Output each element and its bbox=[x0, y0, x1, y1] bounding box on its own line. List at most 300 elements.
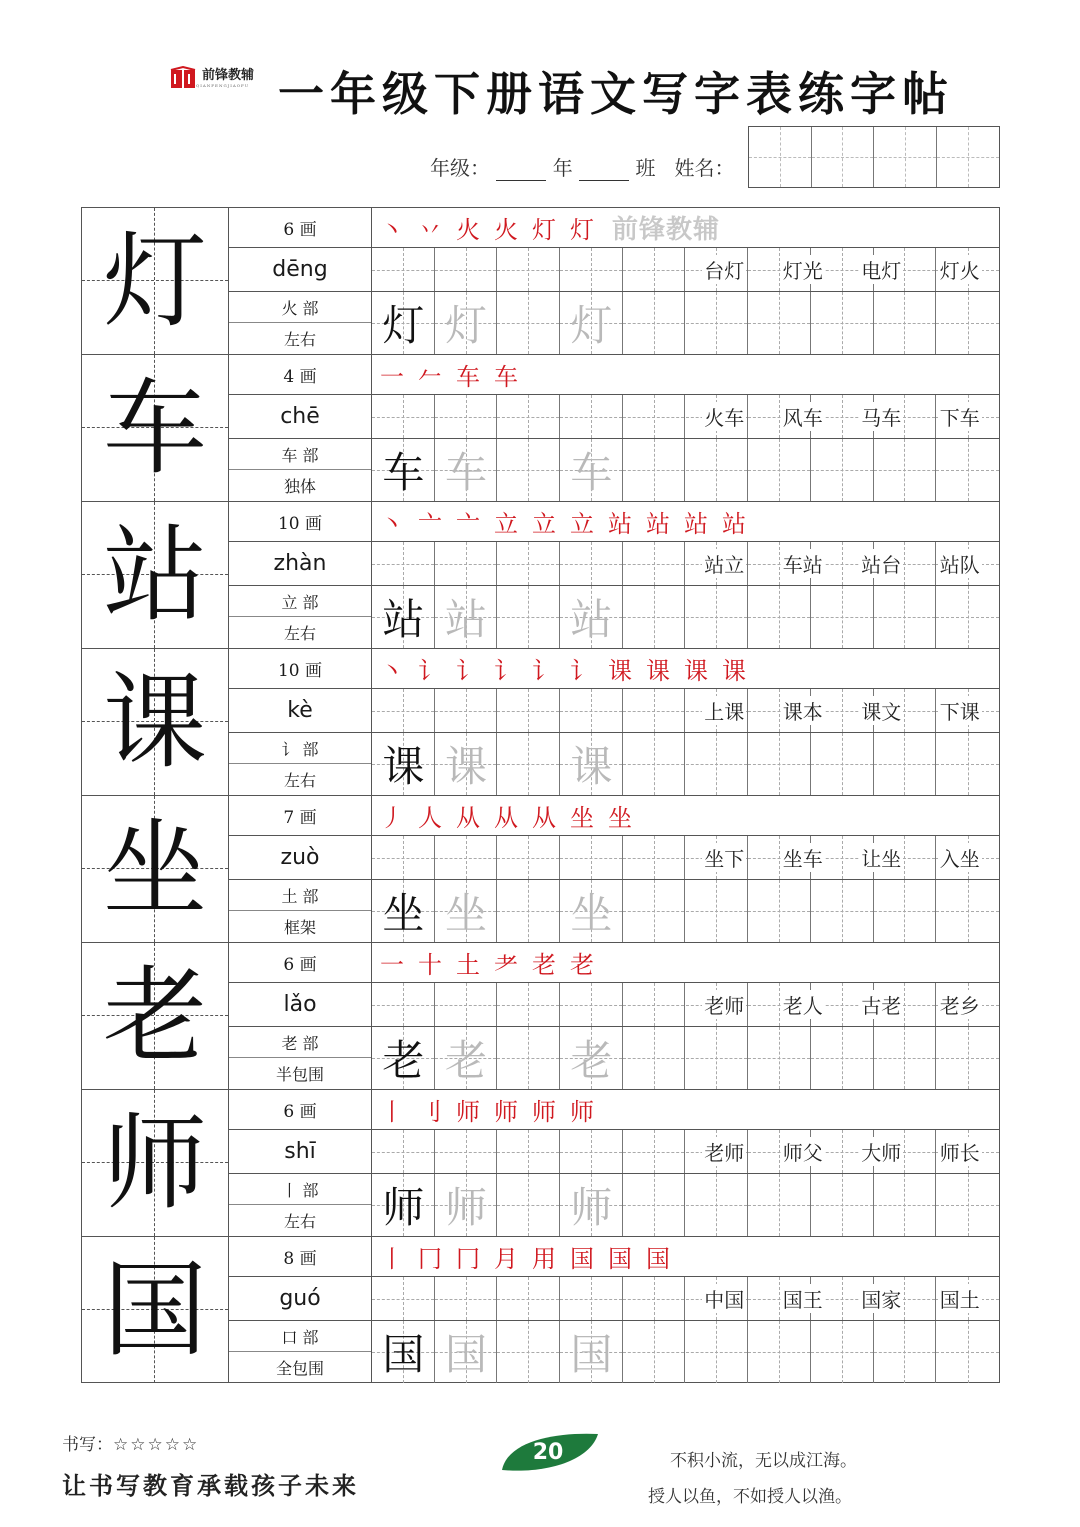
practice-cell[interactable] bbox=[686, 880, 749, 942]
stroke-order bbox=[372, 502, 999, 542]
practice-cell[interactable] bbox=[811, 439, 874, 501]
stroke-step: 站 bbox=[608, 510, 632, 538]
example-word: 国家 bbox=[859, 1284, 903, 1313]
trace-char: 国 bbox=[570, 1330, 613, 1379]
practice-grid bbox=[372, 880, 999, 942]
character-row bbox=[82, 1090, 999, 1237]
words-grid bbox=[372, 1130, 999, 1174]
stroke-count: 4 画 bbox=[229, 355, 371, 395]
model-character: 站 bbox=[102, 514, 207, 636]
example-word: 大师 bbox=[859, 1137, 903, 1166]
writing-cell[interactable] bbox=[372, 248, 435, 291]
trace-char: 灯 bbox=[445, 301, 488, 350]
writing-cell[interactable] bbox=[623, 836, 686, 879]
word-list bbox=[685, 1130, 999, 1173]
trace-char: 站 bbox=[570, 595, 613, 644]
stroke-step: 坐 bbox=[608, 804, 632, 832]
stroke-step: 耂 bbox=[494, 951, 518, 979]
character-row bbox=[82, 943, 999, 1090]
practice-cell[interactable] bbox=[497, 1174, 560, 1236]
practice-cell[interactable] bbox=[874, 880, 937, 942]
model-character: 坐 bbox=[102, 808, 207, 930]
practice-cell[interactable] bbox=[686, 439, 749, 501]
writing-cell[interactable] bbox=[623, 542, 686, 585]
practice-cell[interactable] bbox=[686, 1321, 749, 1383]
example-word: 古老 bbox=[859, 990, 903, 1019]
practice-grid bbox=[372, 1174, 999, 1236]
trace-char: 车 bbox=[570, 448, 613, 497]
radical: 丨 部 bbox=[229, 1174, 371, 1205]
stroke-step: 国 bbox=[570, 1245, 594, 1273]
model-character: 国 bbox=[102, 1249, 207, 1371]
writing-cell[interactable] bbox=[623, 689, 686, 732]
stroke-step: 用 bbox=[532, 1245, 556, 1273]
writing-cell[interactable] bbox=[497, 1277, 560, 1320]
page-title: 一年级下册语文写字表练字帖 bbox=[278, 67, 954, 121]
writing-cell[interactable] bbox=[560, 248, 623, 291]
brand-logo bbox=[170, 66, 254, 90]
character-row bbox=[82, 796, 999, 943]
words-grid bbox=[372, 1277, 999, 1321]
example-word: 老乡 bbox=[938, 990, 982, 1019]
stroke-step: 国 bbox=[608, 1245, 632, 1273]
practice-cell[interactable] bbox=[811, 880, 874, 942]
stroke-step: 亠 bbox=[456, 510, 480, 538]
example-word: 风车 bbox=[781, 402, 825, 431]
name-cell[interactable] bbox=[937, 127, 1000, 187]
writing-label: 书写： bbox=[62, 1435, 113, 1455]
character-row bbox=[82, 355, 999, 502]
page-number-badge bbox=[498, 1430, 600, 1474]
practice-cell[interactable] bbox=[936, 733, 999, 795]
writing-cell[interactable] bbox=[623, 1130, 686, 1173]
star-rating[interactable]: ☆☆☆☆☆ bbox=[113, 1435, 200, 1455]
writing-cell[interactable] bbox=[497, 542, 560, 585]
writing-cell[interactable] bbox=[623, 983, 686, 1026]
pinyin: zhàn bbox=[229, 542, 371, 586]
stroke-count: 6 画 bbox=[229, 1090, 371, 1130]
practice-cell[interactable] bbox=[748, 1174, 811, 1236]
practice-cell[interactable] bbox=[623, 292, 686, 354]
stroke-count: 6 画 bbox=[229, 943, 371, 983]
practice-cell[interactable] bbox=[811, 292, 874, 354]
practice-cell[interactable] bbox=[874, 1321, 937, 1383]
stroke-step: 站 bbox=[684, 510, 708, 538]
practice-char: 坐 bbox=[382, 889, 425, 938]
stroke-step: 土 bbox=[456, 951, 480, 979]
model-character-cell bbox=[82, 1237, 229, 1383]
writing-cell[interactable] bbox=[435, 1130, 498, 1173]
practice-cell[interactable] bbox=[623, 733, 686, 795]
stroke-step: 课 bbox=[684, 657, 708, 685]
stroke-step: 车 bbox=[494, 363, 518, 391]
practice-grid bbox=[372, 292, 999, 354]
writing-cell[interactable] bbox=[372, 983, 435, 1026]
practice-cell[interactable] bbox=[686, 292, 749, 354]
stroke-step: 师 bbox=[456, 1098, 480, 1126]
example-word: 让坐 bbox=[859, 843, 903, 872]
grade-blank[interactable] bbox=[496, 160, 546, 181]
word-list bbox=[685, 836, 999, 879]
character-row bbox=[82, 208, 999, 355]
stroke-step: 课 bbox=[646, 657, 670, 685]
writing-cell[interactable] bbox=[497, 836, 560, 879]
trace-char: 车 bbox=[445, 448, 488, 497]
trace-char: 老 bbox=[445, 1036, 488, 1085]
writing-cell[interactable] bbox=[435, 689, 498, 732]
example-word: 上课 bbox=[702, 696, 746, 725]
slogan: 让书写教育承载孩子未来 bbox=[62, 1471, 359, 1500]
structure: 左右 bbox=[283, 1212, 316, 1231]
example-word: 坐下 bbox=[702, 843, 746, 872]
grade-label: 年级： bbox=[430, 156, 490, 180]
practice-cell[interactable] bbox=[686, 1174, 749, 1236]
radical: 土 部 bbox=[229, 880, 371, 911]
character-row bbox=[82, 649, 999, 796]
writing-cell[interactable] bbox=[372, 836, 435, 879]
stroke-step: 灯 bbox=[532, 216, 556, 244]
example-word: 灯光 bbox=[781, 255, 825, 284]
stroke-step: 𠂉 bbox=[418, 363, 442, 391]
pinyin: chē bbox=[229, 395, 371, 439]
example-word: 下课 bbox=[938, 696, 982, 725]
writing-cell[interactable] bbox=[497, 1130, 560, 1173]
practice-cell[interactable] bbox=[811, 1321, 874, 1383]
stroke-step: 人 bbox=[418, 804, 442, 832]
word-list bbox=[685, 248, 999, 291]
practice-cell[interactable] bbox=[623, 1321, 686, 1383]
model-character: 老 bbox=[102, 955, 207, 1077]
practice-grid bbox=[372, 1027, 999, 1089]
stroke-order bbox=[372, 1237, 999, 1277]
practice-cell[interactable] bbox=[748, 292, 811, 354]
stroke-step: 十 bbox=[418, 951, 442, 979]
practice-cell[interactable] bbox=[874, 292, 937, 354]
practice-cell[interactable] bbox=[623, 880, 686, 942]
writing-cell[interactable] bbox=[497, 395, 560, 438]
practice-cell[interactable] bbox=[936, 586, 999, 648]
writing-cell[interactable] bbox=[435, 542, 498, 585]
stroke-step: 丶 bbox=[380, 657, 404, 685]
practice-cell[interactable] bbox=[623, 586, 686, 648]
practice-cell[interactable] bbox=[936, 880, 999, 942]
writing-cell[interactable] bbox=[435, 836, 498, 879]
stroke-step: 冂 bbox=[456, 1245, 480, 1273]
structure: 左右 bbox=[283, 771, 316, 790]
stroke-step: 从 bbox=[456, 804, 480, 832]
example-word: 马车 bbox=[859, 402, 903, 431]
stroke-step: 立 bbox=[570, 510, 594, 538]
writing-cell[interactable] bbox=[372, 395, 435, 438]
writing-cell[interactable] bbox=[435, 248, 498, 291]
practice-cell[interactable] bbox=[811, 1027, 874, 1089]
watermark: 前锋教辅 bbox=[612, 215, 721, 245]
page-number: 20 bbox=[532, 1439, 564, 1465]
stroke-count: 10 画 bbox=[229, 649, 371, 689]
writing-cell[interactable] bbox=[560, 395, 623, 438]
practice-cell[interactable] bbox=[497, 586, 560, 648]
practice-cell[interactable] bbox=[874, 733, 937, 795]
example-word: 中国 bbox=[702, 1284, 746, 1313]
example-word: 师父 bbox=[781, 1137, 825, 1166]
writing-cell[interactable] bbox=[372, 542, 435, 585]
name-cell[interactable] bbox=[749, 127, 812, 187]
example-word: 站台 bbox=[859, 549, 903, 578]
pinyin: shī bbox=[229, 1130, 371, 1174]
name-box[interactable] bbox=[748, 126, 1000, 188]
student-info-line bbox=[430, 152, 735, 181]
model-character-cell bbox=[82, 1090, 229, 1236]
writing-cell[interactable] bbox=[372, 1130, 435, 1173]
practice-cell[interactable] bbox=[623, 1174, 686, 1236]
practice-cell[interactable] bbox=[811, 1174, 874, 1236]
practice-cell[interactable] bbox=[874, 1174, 937, 1236]
trace-char: 课 bbox=[570, 742, 613, 791]
practice-char: 灯 bbox=[382, 301, 425, 350]
word-list bbox=[685, 1277, 999, 1320]
trace-char: 老 bbox=[570, 1036, 613, 1085]
structure: 框架 bbox=[283, 918, 316, 937]
stroke-count: 8 画 bbox=[229, 1237, 371, 1277]
stroke-order bbox=[372, 649, 999, 689]
writing-rating bbox=[62, 1430, 199, 1455]
stroke-step: 刂 bbox=[418, 1098, 442, 1126]
character-info bbox=[229, 943, 372, 1089]
model-character-cell bbox=[82, 796, 229, 942]
stroke-step: 车 bbox=[456, 363, 480, 391]
stroke-step: 师 bbox=[570, 1098, 594, 1126]
example-word: 入坐 bbox=[938, 843, 982, 872]
words-grid bbox=[372, 248, 999, 292]
practice-char: 老 bbox=[382, 1036, 425, 1085]
name-cell[interactable] bbox=[812, 127, 875, 187]
practice-cell[interactable] bbox=[497, 1027, 560, 1089]
model-character: 车 bbox=[102, 367, 207, 489]
example-word: 课文 bbox=[859, 696, 903, 725]
practice-cell[interactable] bbox=[497, 292, 560, 354]
writing-cell[interactable] bbox=[435, 395, 498, 438]
stroke-step: 冂 bbox=[418, 1245, 442, 1273]
stroke-step: 讠 bbox=[456, 657, 480, 685]
writing-cell[interactable] bbox=[372, 689, 435, 732]
practice-cell[interactable] bbox=[748, 1027, 811, 1089]
practice-cell[interactable] bbox=[748, 1321, 811, 1383]
writing-cell[interactable] bbox=[372, 1277, 435, 1320]
stroke-step: 从 bbox=[532, 804, 556, 832]
pinyin: dēng bbox=[229, 248, 371, 292]
word-list bbox=[685, 542, 999, 585]
stroke-step: 从 bbox=[494, 804, 518, 832]
example-word: 坐车 bbox=[781, 843, 825, 872]
example-word: 国土 bbox=[938, 1284, 982, 1313]
pinyin: zuò bbox=[229, 836, 371, 880]
example-word: 站队 bbox=[938, 549, 982, 578]
writing-cell[interactable] bbox=[497, 983, 560, 1026]
practice-cell[interactable] bbox=[936, 1321, 999, 1383]
practice-cell[interactable] bbox=[811, 586, 874, 648]
stroke-order bbox=[372, 1090, 999, 1130]
practice-cell[interactable] bbox=[686, 1027, 749, 1089]
practice-char: 车 bbox=[382, 448, 425, 497]
writing-cell[interactable] bbox=[560, 542, 623, 585]
stroke-step: 灯 bbox=[570, 216, 594, 244]
stroke-step: 站 bbox=[646, 510, 670, 538]
practice-cell[interactable] bbox=[686, 733, 749, 795]
writing-cell[interactable] bbox=[560, 983, 623, 1026]
practice-cell[interactable] bbox=[936, 292, 999, 354]
stroke-step: 丨 bbox=[380, 1245, 404, 1273]
trace-char: 国 bbox=[445, 1330, 488, 1379]
word-list bbox=[685, 395, 999, 438]
stroke-step: 课 bbox=[608, 657, 632, 685]
character-info bbox=[229, 796, 372, 942]
model-character: 课 bbox=[102, 661, 207, 783]
model-character-cell bbox=[82, 649, 229, 795]
words-grid bbox=[372, 689, 999, 733]
practice-cell[interactable] bbox=[874, 1027, 937, 1089]
stroke-step: 亠 bbox=[418, 510, 442, 538]
year-label: 年 bbox=[552, 156, 573, 180]
practice-grid bbox=[372, 586, 999, 648]
stroke-step: 月 bbox=[494, 1245, 518, 1273]
radical: 老 部 bbox=[229, 1027, 371, 1058]
radical: 立 部 bbox=[229, 586, 371, 617]
character-info bbox=[229, 355, 372, 501]
example-word: 师长 bbox=[938, 1137, 982, 1166]
practice-cell[interactable] bbox=[811, 733, 874, 795]
stroke-step: 坐 bbox=[570, 804, 594, 832]
practice-cell[interactable] bbox=[936, 1027, 999, 1089]
stroke-step: 师 bbox=[494, 1098, 518, 1126]
structure: 左右 bbox=[283, 330, 316, 349]
practice-char: 师 bbox=[382, 1183, 425, 1232]
example-word: 车站 bbox=[781, 549, 825, 578]
practice-cell[interactable] bbox=[748, 733, 811, 795]
example-word: 国王 bbox=[781, 1284, 825, 1313]
writing-cell[interactable] bbox=[497, 689, 560, 732]
practice-cell[interactable] bbox=[623, 439, 686, 501]
practice-cell[interactable] bbox=[497, 1321, 560, 1383]
stroke-step: 老 bbox=[532, 951, 556, 979]
radical: 车 部 bbox=[229, 439, 371, 470]
stroke-step: 讠 bbox=[418, 657, 442, 685]
practice-cell[interactable] bbox=[686, 586, 749, 648]
stroke-count: 6 画 bbox=[229, 208, 371, 248]
words-grid bbox=[372, 395, 999, 439]
example-word: 课本 bbox=[781, 696, 825, 725]
writing-cell[interactable] bbox=[623, 248, 686, 291]
practice-cell[interactable] bbox=[936, 439, 999, 501]
practice-cell[interactable] bbox=[936, 1174, 999, 1236]
writing-cell[interactable] bbox=[560, 689, 623, 732]
stroke-step: 讠 bbox=[570, 657, 594, 685]
radical: 口 部 bbox=[229, 1321, 371, 1352]
practice-char: 站 bbox=[382, 595, 425, 644]
model-character: 师 bbox=[102, 1102, 207, 1224]
book-logo-icon bbox=[170, 66, 196, 90]
pinyin: lǎo bbox=[229, 983, 371, 1027]
trace-char: 课 bbox=[445, 742, 488, 791]
words-grid bbox=[372, 542, 999, 586]
practice-cell[interactable] bbox=[623, 1027, 686, 1089]
character-info bbox=[229, 502, 372, 648]
trace-char: 坐 bbox=[445, 889, 488, 938]
practice-grid bbox=[372, 1321, 999, 1383]
practice-cell[interactable] bbox=[497, 439, 560, 501]
structure: 全包围 bbox=[275, 1359, 324, 1378]
stroke-step: 火 bbox=[456, 216, 480, 244]
example-word: 老师 bbox=[702, 990, 746, 1019]
character-row bbox=[82, 1237, 999, 1384]
writing-cell[interactable] bbox=[560, 836, 623, 879]
practice-cell[interactable] bbox=[874, 439, 937, 501]
model-character-cell bbox=[82, 355, 229, 501]
stroke-order bbox=[372, 208, 999, 248]
model-character-cell bbox=[82, 943, 229, 1089]
name-cell[interactable] bbox=[874, 127, 937, 187]
word-list bbox=[685, 689, 999, 732]
practice-cell[interactable] bbox=[748, 880, 811, 942]
example-word: 站立 bbox=[702, 549, 746, 578]
stroke-step: 丶 bbox=[380, 216, 404, 244]
model-character: 灯 bbox=[102, 220, 207, 342]
example-word: 火车 bbox=[702, 402, 746, 431]
structure: 半包围 bbox=[275, 1065, 324, 1084]
example-word: 老人 bbox=[781, 990, 825, 1019]
example-word: 下车 bbox=[938, 402, 982, 431]
stroke-step: 丨 bbox=[380, 1098, 404, 1126]
page-header bbox=[0, 0, 1080, 200]
practice-grid bbox=[372, 733, 999, 795]
class-label: 班 bbox=[635, 156, 656, 180]
writing-cell[interactable] bbox=[623, 395, 686, 438]
writing-cell[interactable] bbox=[435, 983, 498, 1026]
stroke-step: 丿 bbox=[380, 804, 404, 832]
stroke-step: 站 bbox=[722, 510, 746, 538]
stroke-step: 丷 bbox=[418, 216, 442, 244]
writing-cell[interactable] bbox=[560, 1130, 623, 1173]
practice-cell[interactable] bbox=[497, 880, 560, 942]
stroke-step: 国 bbox=[646, 1245, 670, 1273]
character-row bbox=[82, 502, 999, 649]
model-character-cell bbox=[82, 208, 229, 354]
class-blank[interactable] bbox=[579, 160, 629, 181]
example-word: 灯火 bbox=[938, 255, 982, 284]
writing-cell[interactable] bbox=[497, 248, 560, 291]
stroke-order bbox=[372, 355, 999, 395]
practice-cell[interactable] bbox=[497, 733, 560, 795]
stroke-step: 师 bbox=[532, 1098, 556, 1126]
brand-name: 前锋教辅 bbox=[202, 67, 255, 83]
pinyin: kè bbox=[229, 689, 371, 733]
stroke-order bbox=[372, 943, 999, 983]
stroke-step: 一 bbox=[380, 951, 404, 979]
writing-cell[interactable] bbox=[623, 1277, 686, 1320]
practice-cell[interactable] bbox=[874, 586, 937, 648]
example-word: 台灯 bbox=[702, 255, 746, 284]
trace-char: 坐 bbox=[570, 889, 613, 938]
stroke-step: 老 bbox=[570, 951, 594, 979]
writing-cell[interactable] bbox=[435, 1277, 498, 1320]
stroke-step: 丶 bbox=[380, 510, 404, 538]
practice-cell[interactable] bbox=[748, 439, 811, 501]
practice-cell[interactable] bbox=[748, 586, 811, 648]
words-grid bbox=[372, 983, 999, 1027]
writing-cell[interactable] bbox=[560, 1277, 623, 1320]
trace-char: 师 bbox=[445, 1183, 488, 1232]
practice-char: 课 bbox=[382, 742, 425, 791]
words-grid bbox=[372, 836, 999, 880]
